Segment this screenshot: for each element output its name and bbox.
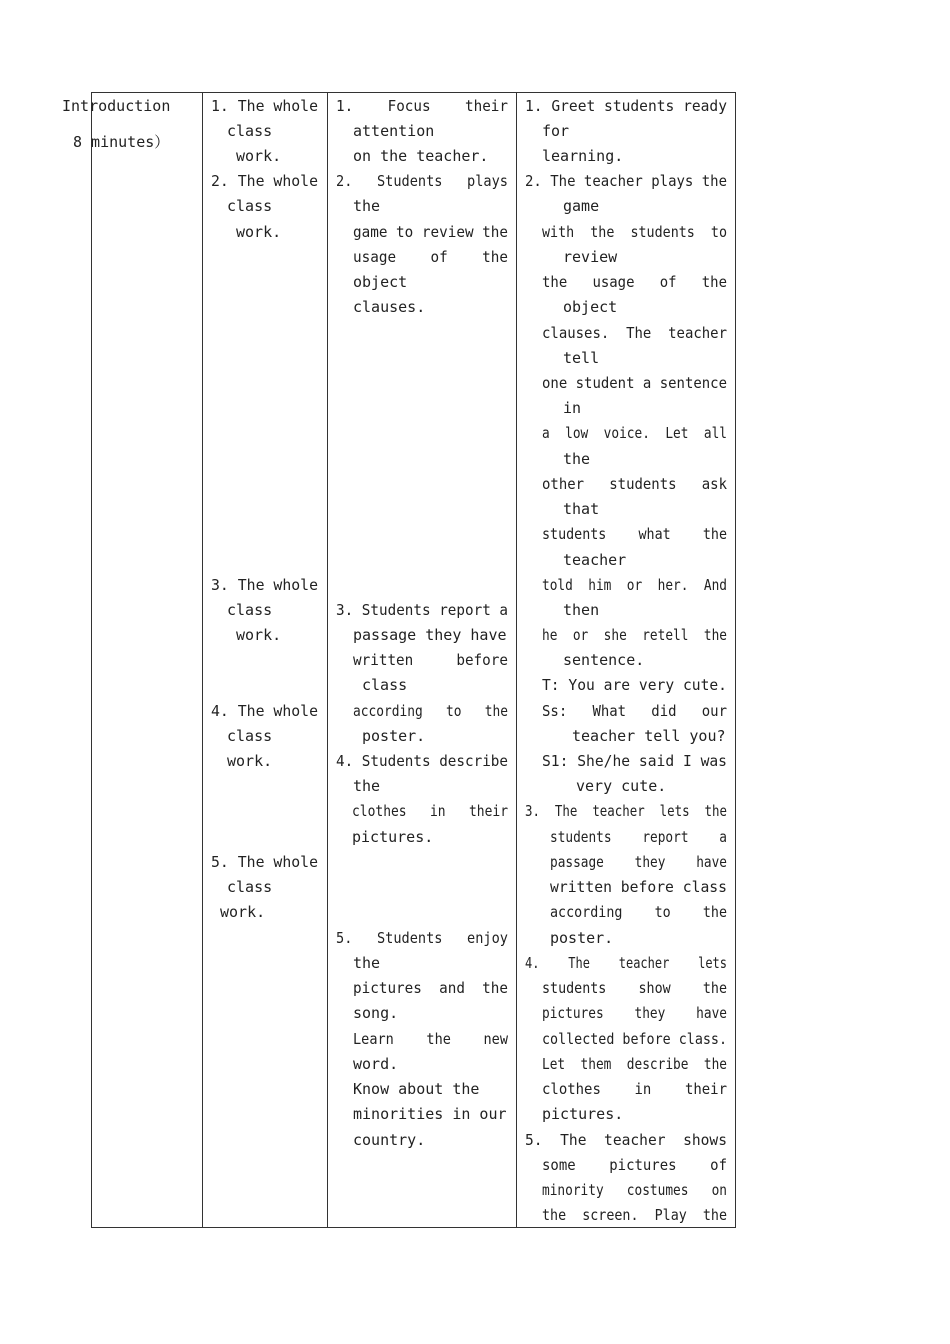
col2-line: 5. The whole — [211, 853, 318, 871]
table-bottom-border — [91, 1227, 736, 1228]
col4-line: teacher — [563, 551, 627, 569]
col4-line: the screen. Play the — [542, 1206, 727, 1224]
col4-line: minority costumes on — [542, 1181, 727, 1199]
col3-line: pictures and the — [353, 979, 508, 997]
col4-line: students show the — [542, 979, 727, 997]
col2-line: 1. The whole — [211, 97, 318, 115]
col4-line: teacher tell you? — [572, 727, 726, 745]
col4-line: game — [563, 197, 600, 215]
column-divider-1 — [202, 92, 203, 1228]
col4-line: one student a sentence — [542, 374, 727, 392]
col4-line: passage they have — [550, 853, 727, 871]
col4-line: for — [542, 122, 570, 140]
col4-line: review — [563, 248, 618, 266]
col4-line: some pictures of — [542, 1156, 727, 1174]
col2-line: work. — [236, 626, 282, 644]
col3-line: country. — [353, 1131, 426, 1149]
col3-line: minorities in our — [353, 1105, 507, 1123]
col4-line: other students ask — [542, 475, 727, 493]
col4-line: object — [563, 298, 618, 316]
col2-line: work. — [236, 147, 282, 165]
col3-line: clauses. — [353, 298, 426, 316]
col4-line: tell — [563, 349, 600, 367]
column-divider-3 — [516, 92, 517, 1228]
col4-line: according to the — [550, 903, 727, 921]
col3-line: 3. Students report a — [336, 601, 508, 619]
col4-line: written before class — [550, 878, 727, 896]
col4-line: with the students to — [542, 223, 727, 241]
col3-line: attention — [353, 122, 435, 140]
col4-line: clauses. The teacher — [542, 324, 727, 342]
col4-line: Ss: What did our — [542, 702, 727, 720]
col2-line: class — [227, 727, 273, 745]
col4-line: the — [563, 450, 591, 468]
col3-line: according to the — [353, 702, 508, 720]
col4-line: the usage of the — [542, 273, 727, 291]
col3-line: 2. Students plays — [336, 172, 508, 190]
col3-line: clothes in their — [352, 802, 508, 820]
col3-line: 4. Students describe — [336, 752, 508, 770]
col3-line: 1. Focus their — [336, 97, 508, 115]
col4-line: T: You are very cute. — [542, 676, 727, 694]
col4-line: 5. The teacher shows — [525, 1131, 727, 1149]
col2-line: class — [227, 601, 273, 619]
col3-line: the — [353, 954, 381, 972]
col3-line: object — [353, 273, 408, 291]
col3-line: word. — [353, 1055, 399, 1073]
stage-duration: 8 minutes） — [73, 133, 170, 151]
col2-line: 2. The whole — [211, 172, 318, 190]
col3-line: Learn the new — [353, 1030, 508, 1048]
col4-line: S1: She/he said I was — [542, 752, 727, 770]
col3-line: written before — [353, 651, 508, 669]
col4-line: pictures. — [542, 1105, 624, 1123]
col2-line: work. — [236, 223, 282, 241]
col3-line: passage they have — [353, 626, 507, 644]
col4-line: students what the — [542, 525, 727, 543]
col4-line: told him or her. And — [542, 576, 727, 594]
col3-line: on the teacher. — [353, 147, 489, 165]
col4-line: sentence. — [563, 651, 645, 669]
col4-line: collected before class. — [542, 1030, 727, 1048]
col4-line: he or she retell the — [542, 626, 727, 644]
col4-line: students report a — [550, 828, 727, 846]
col3-line: usage of the — [353, 248, 508, 266]
col4-line: clothes in their — [542, 1080, 727, 1098]
col4-line: 2. The teacher plays the — [525, 172, 727, 190]
col3-line: class — [362, 676, 408, 694]
col2-line: class — [227, 197, 273, 215]
col3-line: pictures. — [352, 828, 434, 846]
col4-line: 3. The teacher lets the — [525, 802, 727, 820]
col4-line: 4. The teacher lets — [525, 954, 727, 972]
col3-line: game to review the — [353, 223, 508, 241]
col2-line: work. — [227, 752, 273, 770]
col4-line: that — [563, 500, 600, 518]
col4-line: Let them describe the — [542, 1055, 727, 1073]
col3-line: Know about the — [353, 1080, 480, 1098]
col3-line: 5. Students enjoy — [336, 929, 508, 947]
col2-line: class — [227, 122, 273, 140]
col4-line: then — [563, 601, 600, 619]
col2-line: work. — [220, 903, 266, 921]
col3-line: the — [353, 777, 381, 795]
column-divider-2 — [327, 92, 328, 1228]
col2-line: 4. The whole — [211, 702, 318, 720]
col3-line: the — [353, 197, 381, 215]
col2-line: 3. The whole — [211, 576, 318, 594]
col4-line: a low voice. Let all — [542, 424, 727, 442]
col4-line: pictures they have — [542, 1004, 727, 1022]
stage-title: Introduction — [62, 97, 171, 115]
col4-line: 1. Greet students ready — [525, 97, 727, 115]
col2-line: class — [227, 878, 273, 896]
table-border-right — [735, 92, 736, 1228]
col4-line: poster. — [550, 929, 614, 947]
col4-line: very cute. — [576, 777, 667, 795]
col4-line: learning. — [542, 147, 624, 165]
table-border-left — [91, 92, 92, 1228]
col4-line: in — [563, 399, 582, 417]
col3-line: poster. — [362, 727, 426, 745]
col3-line: song. — [353, 1004, 399, 1022]
table-top-border — [91, 92, 736, 93]
